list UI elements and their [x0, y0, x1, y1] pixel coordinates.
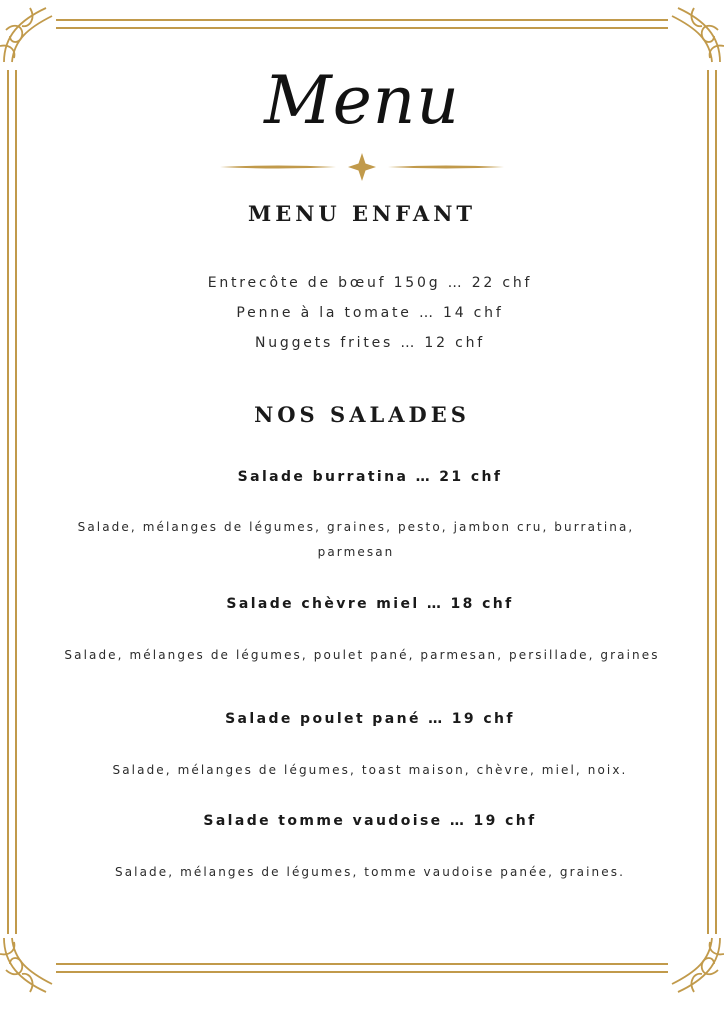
corner-ornament-bottom-right: [672, 938, 724, 992]
kids-menu-item: Entrecôte de bœuf 150g … 22 chf: [207, 275, 533, 291]
star-icon: [348, 153, 376, 181]
kids-menu-item: Nuggets frites … 12 chf: [254, 335, 485, 351]
salad-name: Salade burratina … 21 chf: [237, 469, 503, 485]
salad-name: Salade poulet pané … 19 chf: [225, 711, 515, 727]
salad-name: Salade tomme vaudoise … 19 chf: [203, 813, 537, 829]
kids-menu-item: Penne à la tomate … 14 chf: [236, 305, 504, 321]
salad-name: Salade chèvre miel … 18 chf: [226, 596, 514, 612]
salads-heading: NOS SALADES: [254, 402, 470, 427]
corner-ornament-bottom-left: [0, 938, 52, 992]
menu-title: Menu: [264, 62, 460, 139]
salad-description: Salade, mélanges de légumes, poulet pané, parmesan, persillade, graines: [64, 648, 660, 662]
salad-description: Salade, mélanges de légumes, tomme vaudoise panée, graines.: [114, 865, 625, 879]
title-divider: [218, 152, 506, 182]
salad-description: Salade, mélanges de légumes, graines, pesto, jambon cru, burratina, parmesan: [77, 520, 635, 559]
corner-ornament-top-right: [672, 8, 724, 62]
corner-ornament-top-left: [0, 8, 52, 62]
kids-menu-heading: MENU ENFANT: [247, 201, 477, 226]
salad-description: Salade, mélanges de légumes, toast maison, chèvre, miel, noix.: [112, 763, 628, 777]
